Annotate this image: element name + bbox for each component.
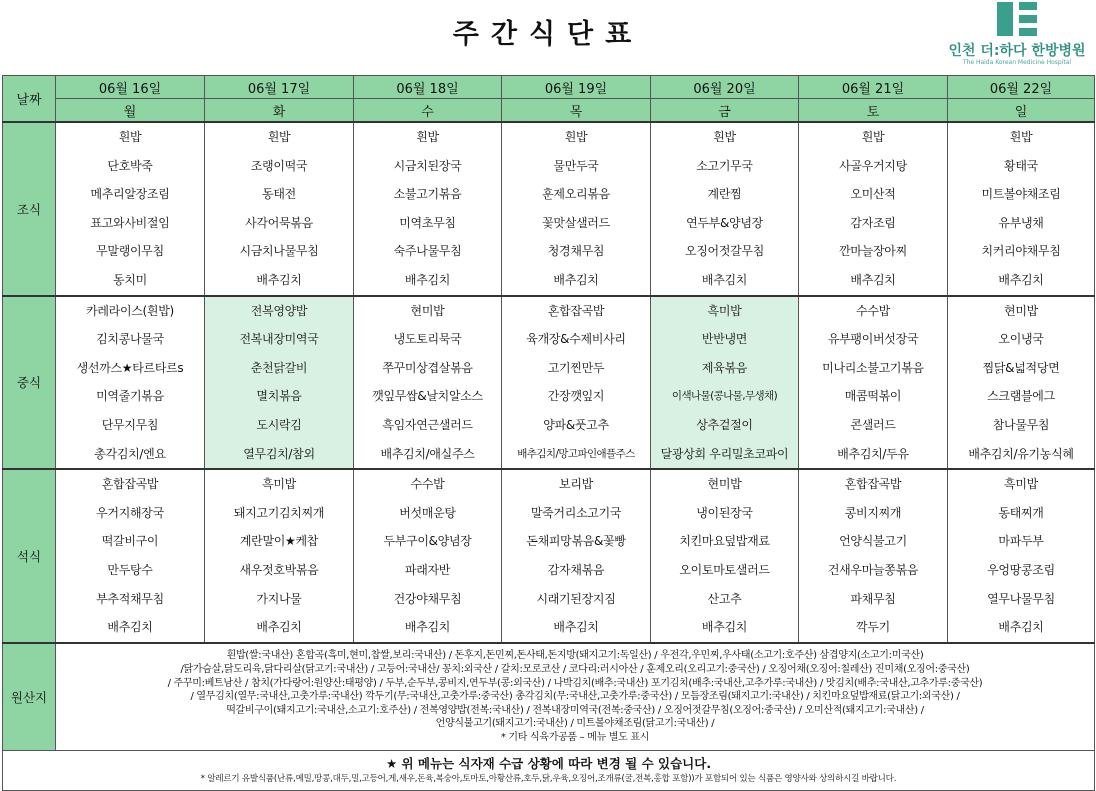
menu-item: 계란말이★케찹: [239, 534, 319, 549]
menu-item: 혼합잡곡밥: [844, 477, 902, 492]
menu-item: 돈채피망볶음&꽃빵: [526, 534, 626, 549]
menu-item: 파래자반: [404, 562, 451, 577]
weekday-cell: 화: [205, 99, 354, 123]
page-title: 주간식단표: [452, 19, 644, 50]
footer-row: [3, 751, 1095, 791]
date-row-label: 날짜: [3, 76, 56, 123]
dinner-menu-cell: [354, 469, 502, 643]
menu-item: 건강야채무침: [393, 591, 462, 606]
menu-item: 깍두기: [856, 620, 890, 635]
dinner-menu-cell: [799, 469, 948, 643]
menu-item: 언양식불고기: [839, 534, 907, 549]
weekday-cell: 수: [354, 99, 502, 123]
menu-item: 상추겉절이: [696, 417, 753, 432]
menu-item: 유부냉채: [998, 215, 1044, 230]
menu-item: 떡갈비구이: [101, 534, 159, 549]
menu-item: 매콤떡볶이: [844, 389, 902, 404]
menu-item: 생선까스★타르타르s: [76, 360, 184, 375]
menu-item: 배추김치: [553, 620, 599, 635]
menu-item: 고기찐만두: [547, 360, 605, 375]
menu-item: 감자조림: [850, 215, 896, 230]
menu-item: 멸치볶음: [256, 389, 302, 404]
menu-item: 조랭이떡국: [250, 158, 308, 173]
menu-item: 배추김치/망고파인애플주스: [517, 447, 635, 460]
change-notice: ★ 위 메뉴는 식자재 수급 상황에 따라 변경 될 수 있습니다.: [385, 756, 712, 772]
menu-item: 버섯매운탕: [399, 505, 456, 520]
menu-item: 배추김치: [998, 272, 1044, 287]
menu-item: 오미산적: [850, 187, 896, 202]
date-cell: 06월 16일: [56, 76, 205, 99]
menu-item: 카레라이스(흰밥): [86, 303, 174, 318]
menu-item: 냉도토리묵국: [393, 332, 462, 347]
menu-item: 배추김치: [404, 272, 451, 287]
menu-item: 미트볼야채조림: [981, 187, 1061, 202]
weekday-cell: 토: [799, 99, 948, 123]
origin-line: 떡갈비구이(돼지고기:국내산,소고기:호주산) / 전복영양밥(전복:국내산) / 전복내장미역국(전복:중국산) / 오징어젓갈무침(오징어:중국산) / 오미산적(돼지고기:국내산) /: [226, 704, 924, 716]
menu-item: 사각어묵볶음: [245, 215, 313, 230]
weekday-cell: 일: [948, 99, 1095, 123]
menu-item: 두부구이&양념장: [383, 534, 472, 549]
menu-item: 청경채무침: [547, 244, 605, 259]
origin-line: 언양식불고기(돼지고기:국내산) / 미트볼야채조림(닭고기:국내산) /: [435, 718, 715, 730]
menu-item: 열무나물무침: [987, 591, 1055, 606]
menu-item: 숙주나물무침: [393, 244, 462, 259]
weekday-cell: 목: [502, 99, 651, 123]
menu-item: 동태찌개: [998, 505, 1044, 520]
menu-item: 연두부&양념장: [686, 215, 763, 230]
footer-notice: [3, 751, 1095, 791]
date-cell: 06월 22일: [948, 76, 1095, 99]
menu-item: 물만두국: [553, 158, 599, 173]
menu-item: 배추김치: [404, 620, 451, 635]
menu-item: 시래기된장지짐: [536, 591, 616, 606]
dinner-row: [3, 469, 1095, 643]
menu-item: 배추김치: [701, 272, 748, 287]
menu-item: 파채무침: [850, 591, 896, 606]
menu-item: 소불고기볶음: [393, 187, 462, 202]
menu-item: 배추김치: [256, 272, 302, 287]
hospital-logo: [942, 2, 1092, 74]
menu-item: 총각김치/엔요: [94, 446, 166, 461]
menu-item: 가지나물: [256, 591, 302, 606]
menu-item: 소고기무국: [696, 158, 753, 173]
lunch-menu-cell: [205, 296, 354, 470]
menu-item: 현미밥: [707, 477, 742, 492]
menu-item: 우엉땅콩조림: [987, 562, 1055, 577]
menu-item: 전복내장미역국: [239, 332, 319, 347]
breakfast-menu-cell: [354, 122, 502, 296]
menu-item: 미역줄기볶음: [96, 389, 164, 404]
menu-item: 배추김치/유기농식혜: [968, 446, 1074, 461]
menu-item: 이색나물(콩나물,무생채): [671, 390, 778, 403]
weekday-row: [3, 99, 1095, 123]
menu-item: 꽃맛살샐러드: [542, 215, 610, 230]
menu-item: 양파&풋고추: [543, 417, 609, 432]
lunch-row-label: 중식: [3, 296, 56, 470]
menu-item: 배추김치/애실주스: [380, 446, 475, 461]
breakfast-menu-cell: [651, 122, 799, 296]
menu-item: 돼지고기김치찌개: [233, 505, 325, 520]
origin-line: / 주꾸미:베트남산 / 참치(가다랑어:원양산:태평양) / 두부,순두부,콩비지,연두부(콩:외국산) / 나박김치(배추:국내산) 포기김치(배추:국내산,고추가루:국내산) / 맛김치(배추:국내산,고추가루:중국산): [167, 677, 983, 689]
menu-item: 우거지해장국: [96, 505, 164, 520]
menu-item: 건새우마늘쫑볶음: [827, 562, 919, 577]
menu-item: 감자채볶음: [547, 562, 605, 577]
menu-item: 마파두부: [998, 534, 1044, 549]
menu-item: 새우젓호박볶음: [239, 562, 319, 577]
date-cell: 06월 17일: [205, 76, 354, 99]
breakfast-menu-cell: [502, 122, 651, 296]
weekday-cell: 금: [651, 99, 799, 123]
menu-item: 황태국: [1004, 158, 1038, 173]
menu-item: 산고추: [707, 591, 742, 606]
origin-line: /닭가슴살,닭도리육,닭다리살(닭고기:국내산) / 고등어:국내산/ 꽁치:외국산 / 갈치:모로코산 / 코다리:러시아산 / 훈제오리(오리고기:중국산) / 오징어채(오징어:칠레산) 진미채(오징어:중국산): [180, 663, 970, 675]
menu-item: 반반냉면: [701, 332, 748, 347]
menu-item: 부추적채무침: [96, 591, 164, 606]
dinner-row-label: 석식: [3, 469, 56, 643]
menu-item: 김치콩나물국: [96, 332, 164, 347]
dinner-menu-cell: [56, 469, 205, 643]
origin-line: 흰밥(쌀:국내산) 혼합곡(흑미,현미,찹쌀,보리:국내산) / 돈후지,돈민찌,돈사태,돈지방(돼지고기:독일산) / 우전각,우민찌,우사태(소고기:호주산) 삼겹양지(소고기:미국산): [226, 650, 924, 662]
menu-item: 흰밥: [267, 130, 291, 144]
origin-info: [56, 643, 1095, 751]
menu-item: 계란찜: [707, 187, 742, 202]
menu-item: 흰밥: [118, 130, 142, 144]
menu-item: 쭈꾸미상겹살볶음: [382, 360, 473, 375]
menu-item: 스크램블에그: [987, 389, 1055, 404]
menu-item: 훈제오리볶음: [542, 187, 610, 202]
menu-item: 배추김치: [850, 272, 896, 287]
lunch-menu-cell: [799, 296, 948, 470]
menu-item: 현미밥: [410, 303, 445, 318]
origin-row-label: 원산지: [3, 643, 56, 751]
origin-row: [3, 643, 1095, 751]
menu-item: 현미밥: [1004, 303, 1038, 318]
menu-item: 배추김치: [998, 620, 1044, 635]
menu-item: 동태전: [262, 187, 296, 202]
dinner-menu-cell: [948, 469, 1095, 643]
menu-item: 제육볶음: [701, 360, 748, 375]
menu-item: 오징어젓갈무침: [684, 244, 765, 259]
origin-line: * 기타 식육가공품 – 메뉴 별도 표시: [500, 731, 650, 743]
lunch-menu-cell: [354, 296, 502, 470]
menu-item: 열무김치/참외: [243, 446, 315, 461]
date-row: [3, 76, 1095, 99]
allergy-notice: * 알레르기 유발식품(난류,메밀,땅콩,대두,밀,고등어,게,새우,돈육,복숭아,토마토,아황산류,호두,닭,우육,오징어,조개류(굴,전복,홍합 포함))가 포함되어 있는 식품은 영양사와 상의하시길 바랍니다.: [200, 774, 897, 785]
hospital-name-english: The Haida Korean Medicine Hospital: [962, 59, 1072, 66]
dinner-menu-cell: [205, 469, 354, 643]
menu-item: 도시락김: [256, 417, 302, 432]
menu-item: 혼합잡곡밥: [101, 477, 159, 492]
date-cell: 06월 20일: [651, 76, 799, 99]
menu-item: 흑미밥: [262, 477, 296, 492]
menu-item: 흰밥: [1009, 130, 1033, 144]
menu-item: 흰밥: [713, 130, 736, 144]
lunch-menu-cell: [502, 296, 651, 470]
breakfast-menu-cell: [205, 122, 354, 296]
menu-item: 무말랭이무침: [96, 244, 164, 259]
date-cell: 06월 21일: [799, 76, 948, 99]
dinner-menu-cell: [502, 469, 651, 643]
menu-item: 배추김치: [553, 272, 599, 287]
menu-item: 사골우거지탕: [839, 158, 907, 173]
menu-item: 오이냉국: [998, 332, 1044, 347]
menu-item: 흑미밥: [1004, 477, 1038, 492]
weekly-menu-table: [2, 75, 1095, 791]
menu-item: 콘샐러드: [850, 417, 896, 432]
menu-item: 배추김치: [107, 620, 153, 635]
menu-item: 달광상회 우리밀초코파이: [660, 446, 789, 461]
weekday-cell: 월: [56, 99, 205, 123]
menu-item: 말죽거리소고기국: [530, 505, 622, 520]
menu-item: 단호박죽: [107, 158, 153, 173]
menu-item: 보리밥: [559, 477, 593, 492]
menu-item: 흰밥: [564, 130, 588, 144]
menu-item: 오이토마토샐러드: [679, 562, 770, 577]
menu-item: 춘천닭갈비: [250, 360, 308, 375]
origin-line: / 열무김치(열무:국내산,고춧가루:국내산) 깍두기(무:국내산,고춧가루:중국산) 총각김치(무:국내산,고춧가루:중국산) / 모듬장조림(돼지고기:국내산) / 치킨마요덮밥재료(닭고기:외국산) /: [190, 691, 960, 703]
dinner-menu-cell: [651, 469, 799, 643]
menu-item: 메추리알장조림: [90, 187, 170, 202]
lunch-row: [3, 296, 1095, 470]
hospital-name: 인천 더:하다 한방병원: [948, 43, 1086, 59]
breakfast-row: [3, 122, 1095, 296]
breakfast-row-label: 조식: [3, 122, 56, 296]
menu-item: 유부팽이버섯장국: [827, 332, 919, 347]
menu-item: 수수밥: [410, 477, 445, 492]
breakfast-menu-cell: [56, 122, 205, 296]
menu-item: 수수밥: [856, 303, 890, 318]
menu-item: 배추김치: [256, 620, 302, 635]
menu-item: 참나물무침: [992, 417, 1050, 432]
menu-item: 동치미: [113, 272, 147, 287]
menu-item: 냉이된장국: [696, 505, 753, 520]
menu-item: 흑임자연근샐러드: [382, 417, 473, 432]
menu-item: 치커리야채무침: [981, 244, 1061, 259]
date-cell: 06월 18일: [354, 76, 502, 99]
lunch-menu-cell: [651, 296, 799, 470]
lunch-menu-cell: [948, 296, 1095, 470]
menu-item: 단무지무침: [101, 417, 159, 432]
menu-item: 깻잎무쌈&날치알소스: [372, 389, 483, 404]
lunch-menu-cell: [56, 296, 205, 470]
menu-item: 찜닭&넓적당면: [982, 360, 1060, 375]
menu-item: 간장깻잎지: [547, 389, 605, 404]
menu-item: 전복영양밥: [250, 303, 308, 318]
breakfast-menu-cell: [799, 122, 948, 296]
menu-item: 미역초무침: [399, 215, 456, 230]
breakfast-menu-cell: [948, 122, 1095, 296]
menu-item: 시금치나물무침: [239, 244, 319, 259]
menu-item: 혼합잡곡밥: [547, 303, 605, 318]
menu-item: 배추김치: [701, 620, 748, 635]
menu-item: 흰밥: [416, 130, 439, 144]
menu-item: 시금치된장국: [393, 158, 462, 173]
menu-item: 미나리소불고기볶음: [822, 360, 924, 375]
date-cell: 06월 19일: [502, 76, 651, 99]
hospital-logo-icon: [997, 2, 1037, 36]
menu-item: 깐마늘장아찌: [839, 244, 907, 259]
menu-item: 배추김치/두유: [837, 446, 909, 461]
menu-item: 만두탕수: [107, 562, 153, 577]
menu-item: 표고와사비절임: [90, 215, 170, 230]
menu-item: 치킨마요덮밥재료: [679, 534, 770, 549]
menu-item: 흰밥: [861, 130, 885, 144]
menu-item: 흑미밥: [707, 303, 742, 318]
menu-item: 육개장&수제비사리: [526, 332, 626, 347]
menu-item: 콩비지찌개: [844, 505, 902, 520]
